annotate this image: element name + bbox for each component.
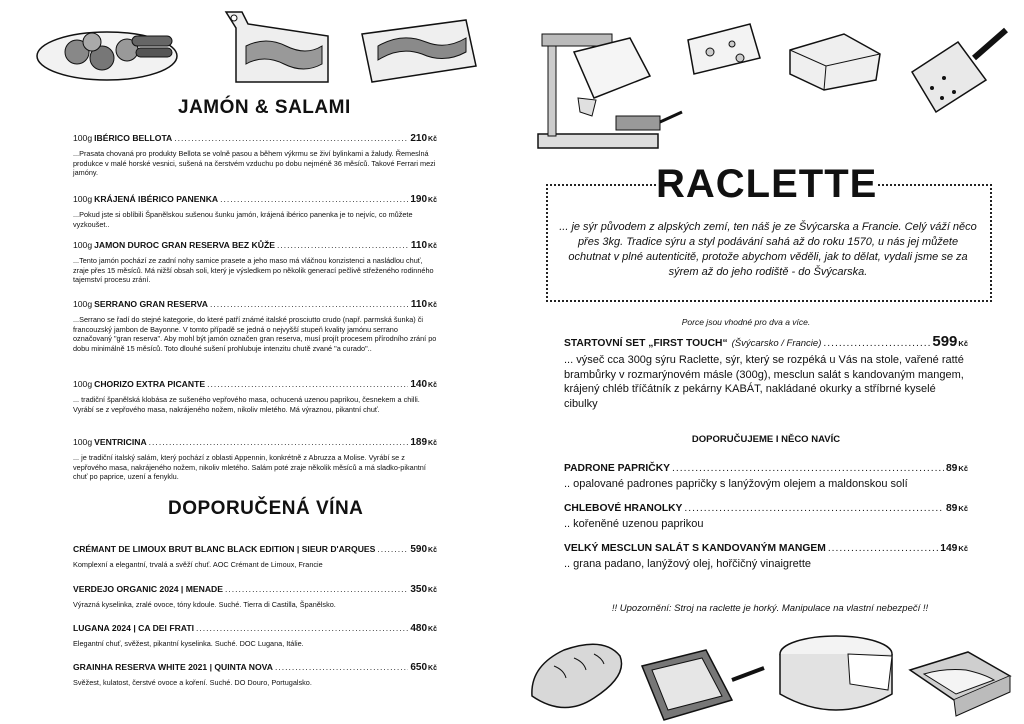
item-currency: Kč xyxy=(428,547,437,554)
item-currency: Kč xyxy=(958,339,968,348)
item-description: ... tradiční španělská klobása ze sušeného vepřového masa, ochucená uzenou paprikou, česnekem a chilli. Vyrábí se z vepřového masa, nakrájeného nožem, nikoliv mletého. Má výraznou, pikantní chuť. xyxy=(73,395,420,414)
item-currency: Kč xyxy=(958,544,968,553)
menu-item-iberico-bellota xyxy=(73,133,437,178)
raclette-pan-icon xyxy=(636,640,766,724)
item-price: 89 xyxy=(945,503,958,514)
item-name: CHLEBOVÉ HRANOLKY xyxy=(564,503,683,514)
menu-item-ventricina xyxy=(73,437,437,482)
item-price: 190 xyxy=(410,194,428,205)
item-currency: Kč xyxy=(428,665,437,672)
cheese-wheel-icon xyxy=(776,632,896,718)
item-name: VERDEJO ORGANIC 2024 | MENADE xyxy=(73,584,223,594)
item-description: .. grana padano, lanýžový olej, hořčičný vinaigrette xyxy=(564,558,812,570)
item-weight: 100g xyxy=(73,299,93,309)
item-name: CRÉMANT DE LIMOUX BRUT BLANC BLACK EDITION | SIEUR D'ARQUES xyxy=(73,544,376,554)
item-weight: 100g xyxy=(73,194,93,204)
cheese-wedge-icon xyxy=(684,18,764,78)
item-price: 89 xyxy=(945,463,958,474)
item-description: ...Prasata chovaná pro produkty Bellota se volně pasou a během výkrmu se živí bylinkami a žaludy. Řemeslná produkce v malé horské vesnici, sušená na čerstvém vzduchu po dobu nejméně 36 měsíců. Takové Ferrari mezi jamóny. xyxy=(73,149,436,178)
item-price: 110 xyxy=(410,299,428,310)
item-currency: Kč xyxy=(428,382,437,389)
item-name: PADRONE PAPRIČKY xyxy=(564,463,671,474)
item-price: 480 xyxy=(410,623,428,634)
menu-item-chlebove-hranolky xyxy=(564,503,968,532)
menu-item-mesclun-salat xyxy=(564,543,968,572)
item-price: 590 xyxy=(410,544,428,555)
item-description: Svěžest, kulatost, čerstvé ovoce a koření. Suché. DO Douro, Portugalsko. xyxy=(73,678,312,687)
item-weight: 100g xyxy=(73,240,93,250)
item-weight: 100g xyxy=(73,437,93,447)
item-weight: 100g xyxy=(73,133,93,143)
menu-item-starter-set xyxy=(564,333,968,411)
item-name: KRÁJENÁ IBÉRICO PANENKA xyxy=(94,194,219,204)
item-currency: Kč xyxy=(428,587,437,594)
item-description: Výrazná kyselinka, zralé ovoce, tóny kdoule. Suché. Tierra di Castilla, Španělsko. xyxy=(73,600,336,609)
wine-section-title: DOPORUČENÁ VÍNA xyxy=(168,498,364,519)
menu-item-duroc xyxy=(73,240,437,285)
item-name: GRAINHA RESERVA WHITE 2021 | QUINTA NOVA xyxy=(73,662,273,672)
bread-icon xyxy=(524,636,630,720)
cheese-block-icon xyxy=(784,24,884,94)
ham-board-icon xyxy=(218,6,338,88)
item-name: STARTOVNÍ SET „FIRST TOUCH“ xyxy=(564,338,728,349)
jamon-slices-icon xyxy=(356,14,480,86)
item-name: IBÉRICO BELLOTA xyxy=(94,133,173,143)
menu-item-padrone xyxy=(564,463,968,492)
item-description: ...Pokud jste si oblíbili Španělskou sušenou šunku jamón, krájená ibérico panenka je to nejvíc, co můžete vyzkoušet.. xyxy=(73,210,413,229)
melted-cheese-icon xyxy=(904,640,1016,722)
item-name: SERRANO GRAN RESERVA xyxy=(94,299,208,309)
item-price: 140 xyxy=(410,379,428,390)
menu-item-iberico-panenka xyxy=(73,194,437,229)
portion-note: Porce jsou vhodné pro dva a více. xyxy=(681,317,811,327)
wine-item-lugana xyxy=(73,623,437,649)
item-name: VELKÝ MESCLUN SALÁT S KANDOVANÝM MANGEM xyxy=(564,543,826,554)
wine-item-grainha xyxy=(73,662,437,688)
item-currency: Kč xyxy=(428,243,437,250)
jamon-section-title: JAMÓN & SALAMI xyxy=(178,97,351,118)
item-name: VENTRICINA xyxy=(94,437,147,447)
item-price: 149 xyxy=(940,543,958,554)
wine-item-verdejo xyxy=(73,584,437,610)
raclette-machine-icon xyxy=(534,16,684,154)
item-currency: Kč xyxy=(428,440,437,447)
item-name: JAMON DUROC GRAN RESERVA BEZ KŮŽE xyxy=(94,240,275,250)
item-description: Komplexní a elegantní, trvalá a svěží chuť. AOC Crémant de Limoux, Francie xyxy=(73,560,323,569)
safety-warning: !! Upozornění: Stroj na raclette je horký. Manipulace na vlastní nebezpečí !! xyxy=(611,603,929,614)
extras-title: DOPORUČUJEME I NĚCO NAVÍC xyxy=(691,434,841,445)
item-description: ...Tento jamón pochází ze zadní nohy samice prasete a jeho maso má vláčnou konzistenci a nasládlou chuť, zraje přes 15 měsíců. Má nižší obsah soli, který je výsledkem po několik generací pečlivě střeženého rodinného tajemství procesu zrání. xyxy=(73,256,434,285)
item-currency: Kč xyxy=(958,464,968,473)
menu-item-chorizo xyxy=(73,379,437,414)
item-currency: Kč xyxy=(428,626,437,633)
item-price: 650 xyxy=(410,662,428,673)
salami-board-icon xyxy=(32,14,182,84)
raclette-intro: ... je sýr původem z alpských zemí, ten náš je ze Švýcarska a Francie. Celý váží něco přes 3kg. Tradice sýru a styl podávání sahá až do roku 1570, u nás jej můžete ochutnat v plné autenticitě, protože abychom věděli, jak to dělat, vydali jsme se za sýrem až do jeho rodiště - do Švýcarska. xyxy=(559,221,977,278)
item-description: ... je tradiční italský salám, který pochází z oblasti Appennin, konkrétně z Abruzza a Molise. Vyrábí se z vepřového masa, nakrájeného nožem, nikoliv mletého. Salám poté zraje několik měsíců a má sladko-pikantní chuť po paprice, uzení a fenyklu. xyxy=(73,453,426,482)
item-price: 599 xyxy=(932,333,958,350)
item-weight: 100g xyxy=(73,379,93,389)
item-currency: Kč xyxy=(428,302,437,309)
item-price: 110 xyxy=(410,240,428,251)
item-description: Elegantní chuť, svěžest, pikantní kyselinka. Suché. DOC Lugana, Itálie. xyxy=(73,639,304,648)
item-origin: (Švýcarsko / Francie) xyxy=(731,338,822,349)
item-currency: Kč xyxy=(958,504,968,513)
item-currency: Kč xyxy=(428,197,437,204)
menu-item-serrano xyxy=(73,299,437,353)
item-currency: Kč xyxy=(428,136,437,143)
item-description: ...Serrano se řadí do stejné kategorie, do které patří známé italské prosciutto crudo (např. parmská šunka) či francouzský jambon de Bayonne. V tomto případě se jedná o nejvyšší stupeň kvality jamónu serrano označovaný "gran reserva". Aby mohl být jamón označen gran reserva, musí projít procesem přírodního zrání po dobu minimálně 15 měsíců. Toto dlouhé sušení prohlubuje intenzitu chutě zvané "a curado".. xyxy=(73,315,437,353)
item-description: .. opalované padrones papričky s lanýžovým olejem a maldonskou solí xyxy=(564,478,908,490)
raclette-title: RACLETTE xyxy=(656,162,878,206)
item-description: .. kořeněné uzenou paprikou xyxy=(564,518,704,530)
item-price: 189 xyxy=(410,437,428,448)
grater-icon xyxy=(902,22,1010,122)
item-price: 210 xyxy=(410,133,428,144)
item-name: CHORIZO EXTRA PICANTE xyxy=(94,379,206,389)
item-name: LUGANA 2024 | CA DEI FRATI xyxy=(73,623,194,633)
item-description: ... výseč cca 300g sýru Raclette, sýr, který se rozpéká u Vás na stole, vařené ratté brambůrky v rozmarýnovém másle (300g), mesclun salát s kandovaným mangem, krájený chléb tříčátník z pekárny KABÁT, nakládané okurky a stříbrné kyselé cibulky xyxy=(564,354,964,410)
item-price: 350 xyxy=(410,584,428,595)
wine-item-cremant xyxy=(73,544,437,570)
